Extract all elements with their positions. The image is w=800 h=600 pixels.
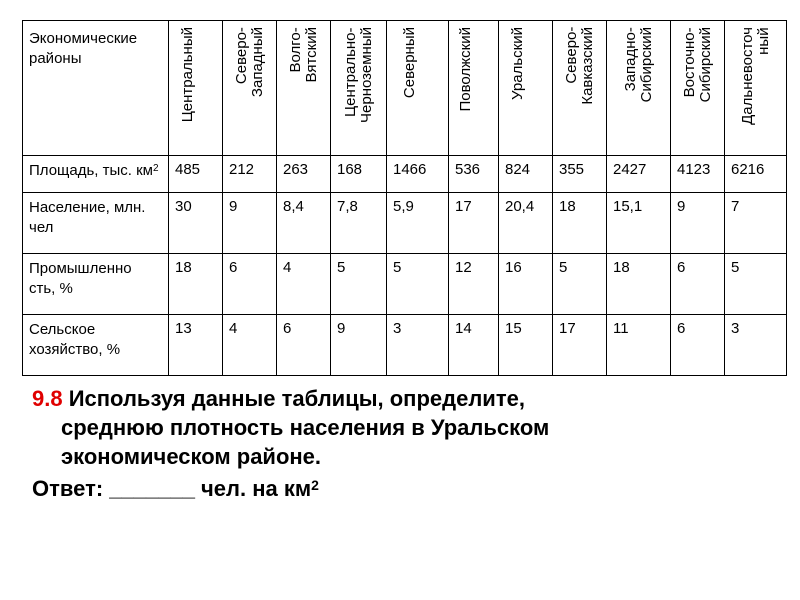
value-cell: 7 (725, 193, 787, 254)
value-cell: 355 (553, 156, 607, 193)
value-cell: 9 (223, 193, 277, 254)
value-cell: 17 (449, 193, 499, 254)
value-cell: 15,1 (607, 193, 671, 254)
value-cell: 824 (499, 156, 553, 193)
value-cell: 168 (331, 156, 387, 193)
value-cell: 16 (499, 254, 553, 315)
region-label: Центральный (178, 27, 196, 123)
row-label-superscript: 2 (153, 163, 159, 174)
value-cell: 11 (607, 315, 671, 376)
value-cell: 3 (725, 315, 787, 376)
region-label: Северо- Западный (232, 27, 266, 98)
region-label: Центрально- Черноземный (341, 27, 375, 123)
value-cell: 5,9 (387, 193, 449, 254)
value-cell: 3 (387, 315, 449, 376)
value-cell: 15 (499, 315, 553, 376)
value-cell: 6 (671, 315, 725, 376)
region-label: Восточно- Сибирский (680, 27, 714, 103)
region-header-cell (671, 21, 725, 156)
value-cell: 536 (449, 156, 499, 193)
value-cell: 212 (223, 156, 277, 193)
corner-label: Экономические районы (29, 30, 138, 67)
value-cell: 6 (277, 315, 331, 376)
economic-regions-table (22, 20, 787, 376)
region-header-cell (607, 21, 671, 156)
row-label-cell (23, 193, 169, 254)
value-cell: 5 (725, 254, 787, 315)
task-text (32, 384, 772, 471)
region-header-cell (553, 21, 607, 156)
value-cell: 5 (387, 254, 449, 315)
region-header-cell (223, 21, 277, 156)
task-line-3: экономическом районе. (61, 444, 322, 469)
value-cell: 14 (449, 315, 499, 376)
value-cell: 6216 (725, 156, 787, 193)
value-cell: 9 (331, 315, 387, 376)
region-header-cell (387, 21, 449, 156)
region-label: Уральский (508, 27, 526, 100)
value-cell: 5 (553, 254, 607, 315)
corner-header-cell (23, 21, 169, 156)
task-number: 9.8 (32, 386, 63, 411)
value-cell: 2427 (607, 156, 671, 193)
row-label-cell (23, 254, 169, 315)
value-cell: 4 (277, 254, 331, 315)
table-row (23, 254, 787, 315)
region-header-cell (499, 21, 553, 156)
region-label: Волго- Вятский (286, 27, 320, 83)
value-cell: 13 (169, 315, 223, 376)
region-label: Северный (400, 27, 418, 99)
region-label: Западно- Сибирский (621, 27, 655, 103)
task-line-2: среднюю плотность населения в Уральском (61, 415, 550, 440)
value-cell: 7,8 (331, 193, 387, 254)
table-row (23, 156, 787, 193)
value-cell: 20,4 (499, 193, 553, 254)
value-cell: 18 (169, 254, 223, 315)
value-cell: 6 (671, 254, 725, 315)
region-label: Поволжский (456, 27, 474, 112)
row-label: Площадь, тыс. км (29, 162, 153, 179)
value-cell: 12 (449, 254, 499, 315)
value-cell: 5 (331, 254, 387, 315)
row-label: Промышленно сть, % (29, 260, 132, 298)
value-cell: 4 (223, 315, 277, 376)
value-cell: 1466 (387, 156, 449, 193)
value-cell: 4123 (671, 156, 725, 193)
region-label: Северо- Кавказский (562, 27, 596, 105)
value-cell: 6 (223, 254, 277, 315)
value-cell: 9 (671, 193, 725, 254)
table-row (23, 315, 787, 376)
table-row (23, 193, 787, 254)
row-label-cell (23, 156, 169, 193)
answer-superscript: 2 (311, 477, 319, 493)
value-cell: 485 (169, 156, 223, 193)
region-label: Дальневосточ ный (738, 27, 772, 125)
value-cell: 8,4 (277, 193, 331, 254)
answer-label: Ответ: _______ чел. на км (32, 476, 312, 501)
value-cell: 30 (169, 193, 223, 254)
row-label-cell (23, 315, 169, 376)
row-label: Сельское хозяйство, % (29, 321, 121, 358)
region-header-cell (277, 21, 331, 156)
value-cell: 18 (553, 193, 607, 254)
region-header-cell (725, 21, 787, 156)
table-header-row (23, 21, 787, 156)
answer-line (32, 474, 319, 503)
task-line-1: Используя данные таблицы, определите, (68, 386, 525, 411)
value-cell: 263 (277, 156, 331, 193)
row-label: Население, млн. чел (29, 199, 146, 237)
region-header-cell (449, 21, 499, 156)
region-header-cell (169, 21, 223, 156)
region-header-cell (331, 21, 387, 156)
value-cell: 18 (607, 254, 671, 315)
value-cell: 17 (553, 315, 607, 376)
